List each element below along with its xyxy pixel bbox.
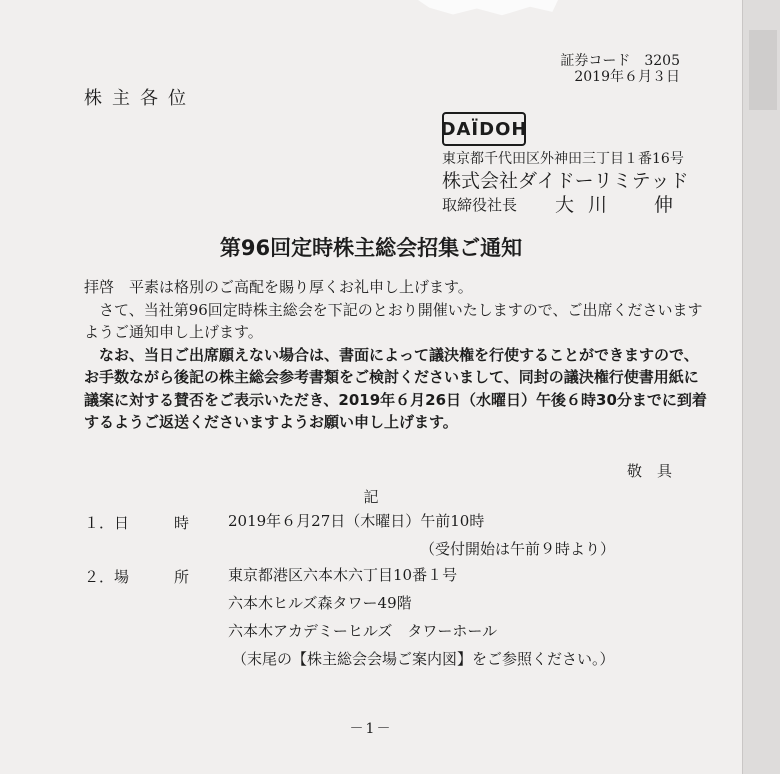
index-tab xyxy=(749,30,777,110)
company-logo: DAÏDOH xyxy=(442,112,526,146)
company-address: 東京都千代田区外神田三丁目１番16号 xyxy=(442,151,684,167)
greeting-text: 拝啓 平素は格別のご高配を賜り厚くお礼申し上げます。 xyxy=(84,278,473,296)
place-address: 東京都港区六本木六丁目10番１号 xyxy=(228,566,458,584)
company-name: 株式会社ダイドーリミテッド xyxy=(442,170,689,192)
place-hall: 六本木アカデミーヒルズ タワーホール xyxy=(228,622,498,640)
representative-title: 取締役社長 xyxy=(442,196,518,214)
details-heading: 記 xyxy=(363,488,379,506)
page-title: 第96回定時株主総会招集ご通知 xyxy=(219,236,523,260)
issue-date: 2019年６月３日 xyxy=(574,69,680,85)
reception-time-note: （受付開始は午前９時より） xyxy=(420,540,616,558)
index-tab-strip xyxy=(742,0,780,774)
addressee: 株主各位 xyxy=(84,88,196,109)
torn-paper-edge xyxy=(418,0,558,17)
index-tab xyxy=(749,330,777,410)
closing-phrase: 敬 具 xyxy=(626,462,672,480)
notice-body xyxy=(84,276,712,434)
datetime-value: 2019年６月27日（木曜日）午前10時 xyxy=(228,512,485,530)
paragraph-voting-instructions: なお、当日ご出席願えない場合は、書面によって議決権を行使することができますので、お手数ながら後記の株主総会参考書類をご検討くださいまして、同封の議決権行使書用紙に議案に対する賛否をご表示いただき、2019年６月26日（水曜日）午後６時30分までに到着するようご返送くださいますようお願い申し上げます。 xyxy=(84,345,707,431)
index-tab xyxy=(749,620,777,740)
index-tab xyxy=(749,170,777,280)
index-tab xyxy=(749,480,777,560)
datetime-label: １．日 時 xyxy=(84,514,190,532)
paragraph-convocation: さて、当社第96回定時株主総会を下記のとおり開催いたしますので、ご出席くださいますようご通知申し上げます。 xyxy=(84,300,703,341)
place-building: 六本木ヒルズ森タワー49階 xyxy=(228,594,412,612)
representative-name: 大川 伸 xyxy=(555,194,688,216)
place-map-note: （末尾の【株主総会会場ご案内図】をご参照ください。） xyxy=(232,650,615,668)
place-label: ２．場 所 xyxy=(84,568,190,586)
stock-code: 証券コード 3205 xyxy=(560,53,680,69)
page-number: －1－ xyxy=(349,721,393,737)
